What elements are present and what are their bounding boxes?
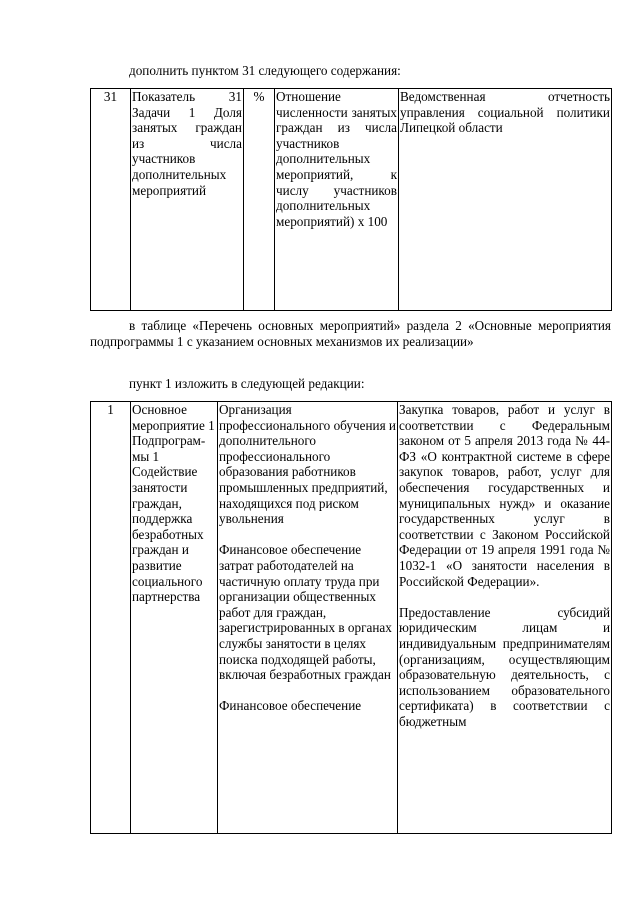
point-line: пункт 1 изложить в следующей редакции: xyxy=(129,376,365,391)
mechanisms-cell xyxy=(398,402,612,834)
measure-item: Организация профессионального обучения и дополнительного профессионального образования работников промышленных предприятий, находящихся под риском увольнения xyxy=(219,402,396,527)
events-table xyxy=(90,401,612,834)
mechanism-item: Предоставление субсидий юридическим лицам и индивидуальным предпринимателям (организациям, осуществляющим образовательную деятельность, с использованием образовательного сертификата) в соответствии с бюджетным xyxy=(399,604,610,729)
intro-line: дополнить пунктом 31 следующего содержания: xyxy=(129,63,401,78)
event-name: Основное мероприятие 1 Подпрограм-мы 1 Содействие занятости граждан, поддержка безработных граждан и развитие социального партнерства xyxy=(131,402,218,834)
measures-cell xyxy=(218,402,398,834)
data-source: Ведомственная отчетность управления социальной политики Липецкой области xyxy=(399,89,612,311)
row-number: 1 xyxy=(91,402,131,834)
row-number: 31 xyxy=(91,89,131,311)
indicator-name: Показатель 31 Задачи 1 Доля занятых граждан из числа участников дополнительных мероприятий xyxy=(131,89,244,311)
mid-paragraph: в таблице «Перечень основных мероприятий» раздела 2 «Основные мероприятия подпрограммы 1 с указанием основных механизмов их реализации» xyxy=(90,318,611,349)
formula: Отношение численности занятых граждан из числа участников дополнительных мероприятий, к числу участников дополнительных мероприятий) х 100 xyxy=(275,89,399,311)
measure-item: Финансовое обеспечение xyxy=(219,698,362,714)
mechanism-item: Закупка товаров, работ и услуг в соответствии с Федеральным законом от 5 апреля 2013 года № 44-ФЗ «О контрактной системе в сфере закупок товаров, работ, услуг для обеспечения государственных и муниципальных нужд» и оказание государственных услуг в соответствии с Законом Российской Федерации от 19 апреля 1991 года № 1032-1 «О занятости населения в Российской Федерации». xyxy=(399,402,610,589)
unit: % xyxy=(244,89,275,311)
measure-item: Финансовое обеспечение затрат работодателей на частичную оплату труда при организации общественных работ для граждан, зарегистрированных в органах службы занятости в целях поиска подходящей работы, включая безработных граждан xyxy=(219,542,392,683)
indicator-table xyxy=(90,88,612,311)
